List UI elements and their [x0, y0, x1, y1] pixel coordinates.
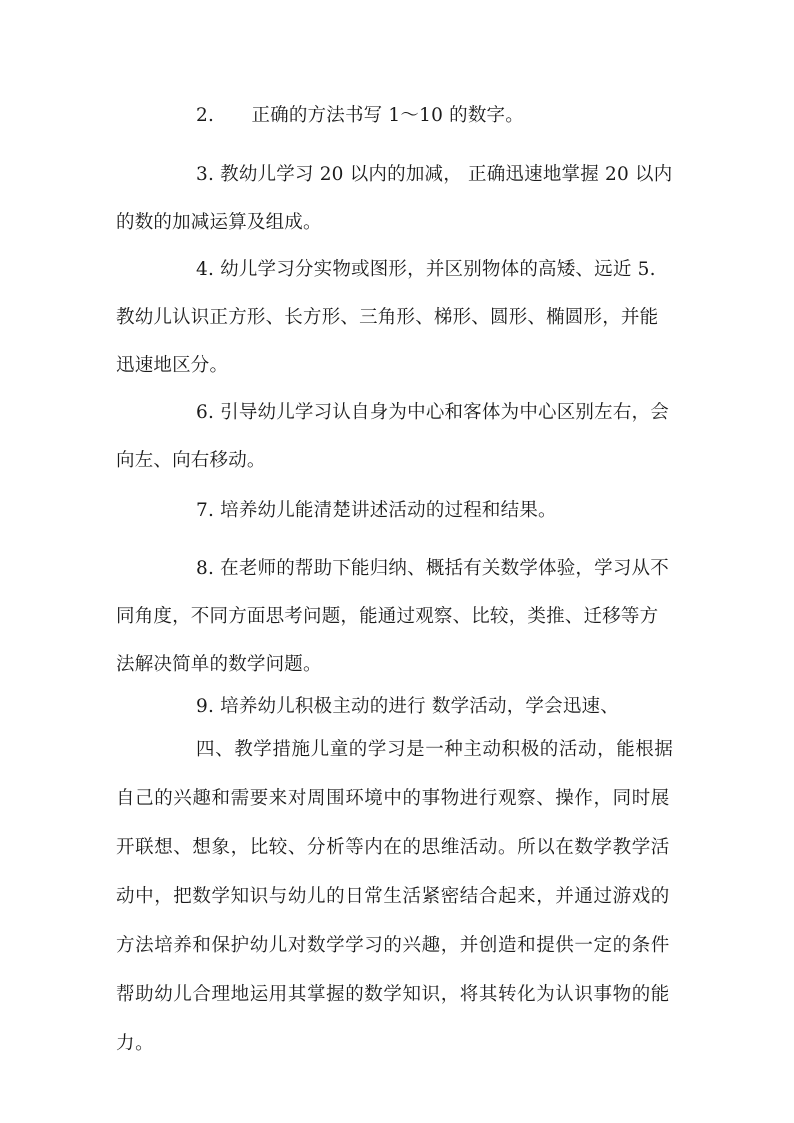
paragraph-item-9: 9. 培养幼儿积极主动的进行 数学活动，学会迅速、 — [196, 696, 619, 717]
paragraph-item-4-5: 4. 幼儿学习分实物或图形，并区别物体的高矮、远近 5. 教幼儿认识正方形、长方形、三角形、梯形、圆形、椭圆形，并能迅速地区分。 — [116, 259, 659, 376]
paragraph-item-7: 7. 培养幼儿能清楚讲述活动的过程和结果。 — [196, 500, 557, 521]
paragraph-item-3: 3. 教幼儿学习 20 以内的加减， 正确迅速地掌握 20 以内的数的加减运算及组成。 — [116, 164, 673, 233]
paragraph-item-6: 6. 引导幼儿学习认自身为中心和客体为中心区别左右，会向左、向右移动。 — [116, 402, 669, 471]
paragraph-item-2: 2. 正确的方法书写 1～10 的数字。 — [196, 105, 524, 126]
paragraph-teaching-measures: 四、教学措施儿童的学习是一种主动积极的活动，能根据自己的兴趣和需要来对周围环境中的事物进行观察、操作，同时展开联想、想象，比较、分析等内在的思维活动。所以在数学教学活动中，把数学知识与幼儿的日常生活紧密结合起来，并通过游戏的方法培养和保护幼儿对数学学习的兴趣，并创造和提供一定的条件帮助幼儿合理地运用其掌握的数学知识，将其转化为认识事物的能力。 — [116, 739, 674, 1054]
paragraph-item-8: 8. 在老师的帮助下能归纳、概括有关数学体验，学习从不同角度，不同方面思考问题，能通过观察、比较，类推、迁移等方法解决简单的数学问题。 — [116, 558, 669, 675]
